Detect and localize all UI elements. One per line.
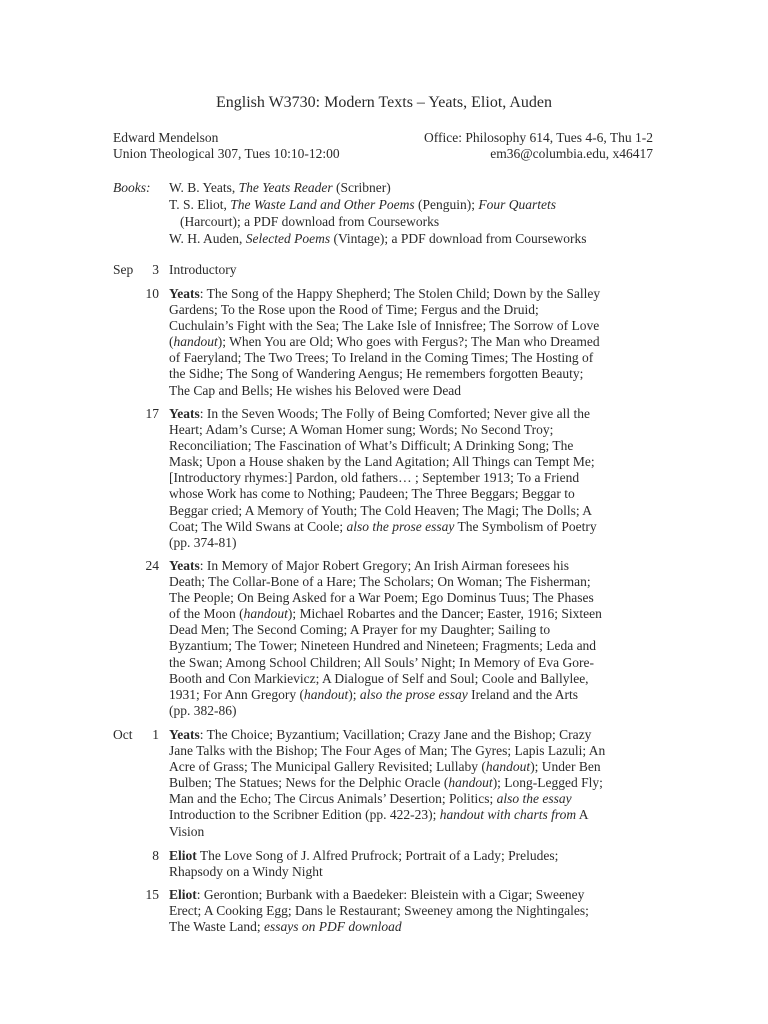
- text-segment: Heart; Adam’s Curse; A Woman Homer sung; Words; No Second Troy;: [169, 422, 554, 438]
- schedule-day: 17: [145, 406, 159, 421]
- book-line: [169, 230, 659, 247]
- text-segment: The Symbolism of Poetry: [454, 518, 597, 534]
- text-segment: ); Michael Robartes and the Dancer; Easter, 1916; Sixteen: [287, 606, 602, 622]
- reading-line: [169, 903, 656, 919]
- reading-line: [169, 383, 656, 399]
- text-segment: (Vintage); a PDF download from Courseworks: [330, 231, 587, 246]
- text-segment: (Scribner): [332, 180, 391, 195]
- italic-text: handout: [485, 759, 531, 775]
- reading-line: [169, 438, 656, 454]
- reading-line: [169, 422, 656, 438]
- text-segment: : The Song of the Happy Shepherd; The Stolen Child; Down by the Salley: [199, 286, 601, 301]
- text-segment: T. S. Eliot,: [169, 197, 231, 212]
- text-segment: of the Moon (: [169, 606, 244, 622]
- reading-line: [169, 558, 656, 574]
- text-segment: the Swan; Among School Children; All Souls’ Night; In Memory of Eva Gore-: [169, 654, 594, 670]
- book-line: [169, 179, 659, 196]
- text-segment: The People; On Being Asked for a War Poem; Ego Dominus Tuus; The Phases: [169, 590, 594, 606]
- text-segment: ); Under Ben: [530, 759, 601, 775]
- text-segment: Vision: [169, 823, 205, 839]
- reading-line: [169, 703, 656, 719]
- reading-line: [169, 622, 656, 638]
- reading-line: [169, 366, 656, 382]
- reading-line: [169, 807, 656, 823]
- reading-line: [169, 519, 656, 535]
- office-hours: Office: Philosophy 614, Tues 4-6, Thu 1-2: [423, 130, 653, 145]
- text-segment: The Cap and Bells; He wishes his Beloved were Dead: [169, 382, 462, 398]
- author-name: Yeats: [169, 727, 200, 742]
- text-segment: (pp. 382-86): [169, 702, 237, 718]
- italic-text: also the prose essay: [359, 686, 468, 702]
- reading-line: [169, 824, 656, 840]
- schedule-readings: [169, 262, 656, 278]
- text-segment: Jane Talks with the Bishop; The Four Ages of Man; The Gyres; Lapis Lazuli; An: [169, 743, 606, 759]
- reading-line: [169, 350, 656, 366]
- text-segment: : Gerontion; Burbank with a Baedeker: Bleistein with a Cigar; Sweeney: [196, 887, 585, 902]
- italic-text: handout: [243, 606, 288, 622]
- schedule-readings: [169, 558, 656, 719]
- reading-line: [169, 687, 656, 703]
- author-name: Eliot: [169, 848, 197, 863]
- header-row-2: [113, 146, 653, 162]
- schedule-day: 15: [145, 887, 159, 902]
- reading-line: [169, 535, 656, 551]
- author-name: Yeats: [169, 286, 200, 301]
- text-segment: Rhapsody on a Windy Night: [169, 864, 323, 880]
- text-segment: (pp. 374-81): [169, 534, 237, 550]
- reading-line: [169, 454, 656, 470]
- italic-text: also the essay: [496, 791, 572, 807]
- italic-text: handout: [304, 686, 349, 702]
- text-segment: Booth and Con Markievicz; A Dialogue of Self and Soul; Coole and Ballylee,: [169, 670, 589, 686]
- italic-text: handout with charts from: [439, 807, 577, 823]
- text-segment: );: [348, 686, 360, 702]
- book-line: [169, 213, 659, 230]
- reading-line: [169, 848, 656, 864]
- text-segment: ); Long-Legged Fly;: [492, 775, 603, 791]
- text-segment: 1931; For Ann Gregory (: [169, 686, 304, 702]
- italic-text: essays on PDF download: [264, 919, 402, 935]
- text-segment: [Introductory rhymes:] Pardon, old fathers… ; September 1913; To a Friend: [169, 470, 580, 486]
- text-segment: Erect; A Cooking Egg; Dans le Restaurant; Sweeney among the Nightingales;: [169, 903, 589, 919]
- italic-text: The Yeats Reader: [238, 180, 333, 195]
- text-segment: (: [169, 334, 174, 350]
- text-segment: Acre of Grass; The Municipal Gallery Revisited; Lullaby (: [169, 759, 486, 775]
- text-segment: Man and the Echo; The Circus Animals’ Desertion; Politics;: [169, 791, 497, 807]
- reading-line: [169, 638, 656, 654]
- text-segment: Bulben; The Statues; News for the Delphic Oracle (: [169, 775, 449, 791]
- text-segment: Dead Men; The Second Coming; A Prayer for my Daughter; Sailing to: [169, 622, 551, 638]
- text-segment: Coat; The Wild Swans at Coole;: [169, 518, 347, 534]
- schedule-day: 3: [152, 262, 159, 277]
- text-segment: The Love Song of J. Alfred Prufrock; Portrait of a Lady; Preludes;: [196, 848, 559, 863]
- schedule-day: 10: [145, 286, 159, 301]
- text-segment: ); When You are Old; Who goes with Fergus?; The Man who Dreamed: [217, 334, 600, 350]
- text-segment: Death; The Collar-Bone of a Hare; The Scholars; On Woman; The Fisherman;: [169, 574, 591, 590]
- text-segment: Reconciliation; The Fascination of What’s Difficult; A Drinking Song; The: [169, 438, 574, 454]
- schedule-readings: [169, 406, 656, 551]
- books-list: [169, 179, 659, 247]
- text-segment: the Sidhe; The Song of Wandering Aengus; He remembers forgotten Beauty;: [169, 366, 584, 382]
- class-room-time: Union Theological 307, Tues 10:10-12:00: [113, 146, 340, 161]
- reading-line: [169, 727, 656, 743]
- italic-text: also the prose essay: [346, 518, 455, 534]
- text-segment: Mask; Upon a House shaken by the Land Agitation; All Things can Tempt Me;: [169, 454, 595, 470]
- reading-line: [169, 655, 656, 671]
- text-segment: (Penguin);: [414, 197, 479, 212]
- text-segment: Introduction to the Scribner Edition (pp. 422-23);: [169, 807, 440, 823]
- italic-text: Selected Poems: [245, 231, 331, 246]
- contact-info: em36@columbia.edu, x46417: [490, 146, 653, 161]
- reading-line: [169, 574, 656, 590]
- text-segment: Cuchulain’s Fight with the Sea; The Lake Isle of Innisfree; The Sorrow of Love: [169, 318, 600, 334]
- reading-line: [169, 470, 656, 486]
- reading-line: [169, 286, 656, 302]
- text-segment: W. B. Yeats,: [169, 180, 239, 195]
- reading-line: [169, 302, 656, 318]
- schedule-month: Sep: [113, 262, 134, 277]
- schedule-readings: [169, 848, 656, 880]
- text-segment: (Harcourt); a PDF download from Courseworks: [180, 214, 440, 229]
- schedule-month: Oct: [113, 727, 133, 742]
- reading-line: [169, 590, 656, 606]
- text-segment: Byzantium; The Tower; Nineteen Hundred and Nineteen; Fragments; Leda and: [169, 638, 597, 654]
- italic-text: The Waste Land and Other Poems: [230, 197, 415, 212]
- reading-line: [169, 743, 656, 759]
- books-label: Books:: [113, 180, 151, 195]
- reading-line: [169, 775, 656, 791]
- reading-line: [169, 503, 656, 519]
- text-segment: Beggar cried; A Memory of Youth; The Cold Heaven; The Magi; The Dolls; A: [169, 502, 592, 518]
- schedule-day: 1: [152, 727, 159, 742]
- reading-line: [169, 919, 656, 935]
- text-segment: W. H. Auden,: [169, 231, 246, 246]
- text-segment: whose Work has come to Nothing; Paudeen; The Three Beggars; Beggar to: [169, 486, 575, 502]
- book-line: [169, 196, 659, 213]
- reading-line: [169, 887, 656, 903]
- schedule-day: 24: [145, 558, 159, 573]
- text-segment: of Faeryland; The Two Trees; To Ireland in the Coming Times; The Hosting of: [169, 350, 594, 366]
- reading-line: [169, 759, 656, 775]
- text-segment: : The Choice; Byzantium; Vacillation; Crazy Jane and the Bishop; Crazy: [199, 727, 592, 742]
- author-name: Eliot: [169, 887, 197, 902]
- schedule-readings: [169, 727, 656, 840]
- reading-line: [169, 334, 656, 350]
- text-segment: Gardens; To the Rose upon the Rood of Time; Fergus and the Druid;: [169, 302, 539, 318]
- author-name: Yeats: [169, 406, 200, 421]
- page-title: English W3730: Modern Texts – Yeats, Eliot, Auden: [215, 94, 553, 111]
- reading-line: [169, 791, 656, 807]
- text-segment: Ireland and the Arts: [467, 686, 578, 702]
- text-segment: : In the Seven Woods; The Folly of Being Comforted; Never give all the: [199, 406, 590, 421]
- reading-line: [169, 406, 656, 422]
- instructor-name: Edward Mendelson: [113, 130, 219, 145]
- text-segment: : In Memory of Major Robert Gregory; An Irish Airman foresees his: [199, 558, 570, 573]
- reading-line: [169, 262, 656, 278]
- reading-line: [169, 486, 656, 502]
- schedule-day: 8: [152, 848, 159, 863]
- reading-line: [169, 671, 656, 687]
- italic-text: handout: [173, 334, 218, 350]
- text-segment: Introductory: [169, 262, 237, 277]
- italic-text: Four Quartets: [478, 197, 557, 212]
- text-segment: The Waste Land;: [169, 919, 265, 935]
- reading-line: [169, 864, 656, 880]
- reading-line: [169, 318, 656, 334]
- schedule-readings: [169, 887, 656, 935]
- text-segment: A: [576, 807, 589, 823]
- italic-text: handout: [448, 775, 493, 791]
- schedule-readings: [169, 286, 656, 399]
- reading-line: [169, 606, 656, 622]
- author-name: Yeats: [169, 558, 200, 573]
- header-row-1: [113, 130, 653, 146]
